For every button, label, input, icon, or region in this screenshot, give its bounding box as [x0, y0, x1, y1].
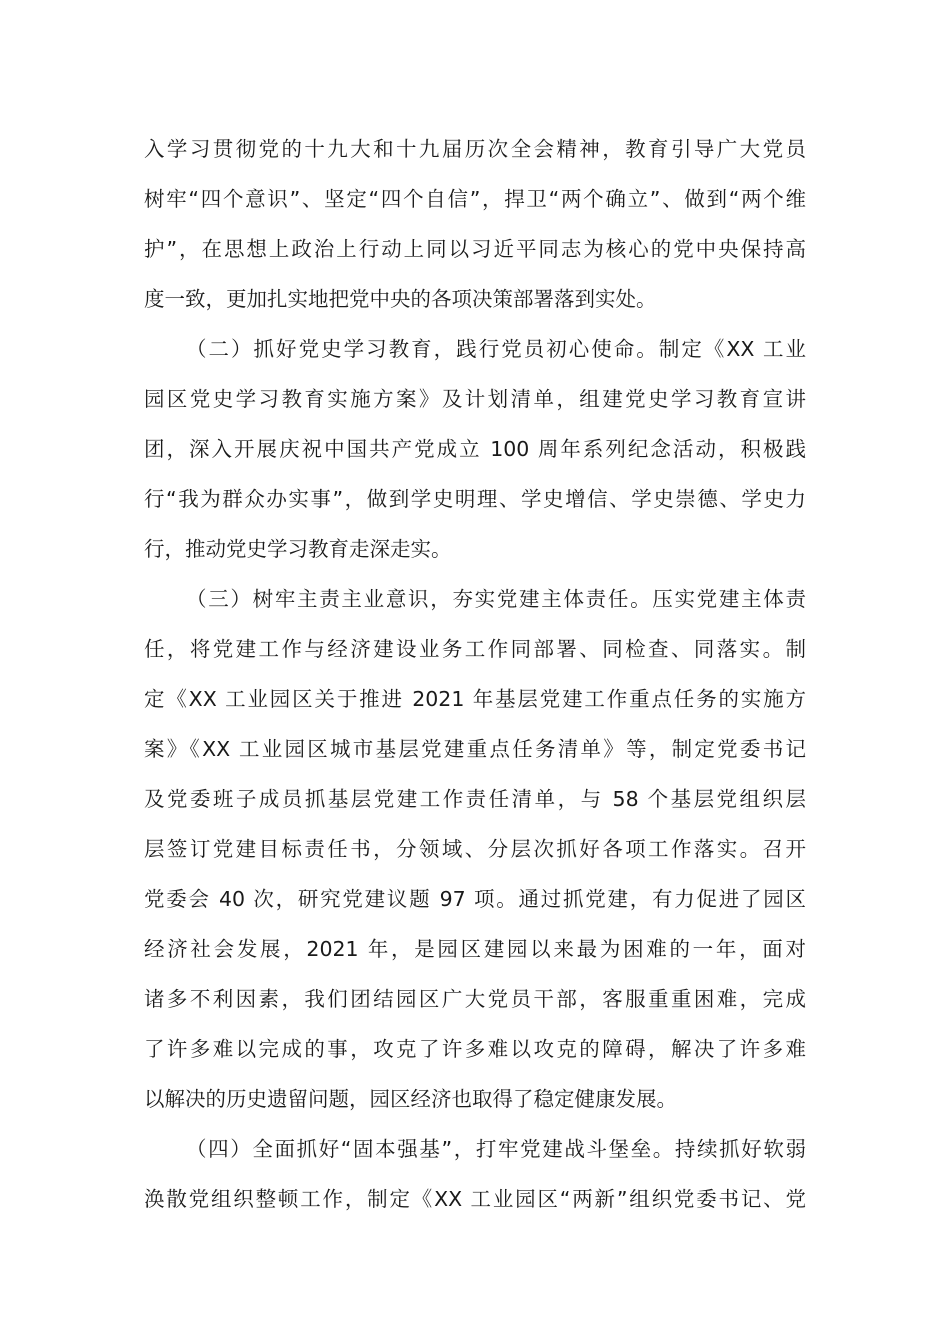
text-line: 园区党史学习教育实施方案》及计划清单，组建党史学习教育宣讲 — [144, 387, 806, 411]
text-line: 涣散党组织整顿工作，制定《XX 工业园区“两新”组织党委书记、党 — [144, 1187, 806, 1211]
text-line: 案》《XX 工业园区城市基层党建重点任务清单》等，制定党委书记 — [144, 737, 806, 761]
text-line: 树牢“四个意识”、坚定“四个自信”，捍卫“两个确立”、做到“两个维 — [144, 187, 806, 211]
text-line: 了许多难以完成的事，攻克了许多难以攻克的障碍，解决了许多难 — [144, 1037, 806, 1061]
text-line: 党委会 40 次，研究党建议题 97 项。通过抓党建，有力促进了园区 — [144, 887, 806, 911]
text-line: 定《XX 工业园区关于推进 2021 年基层党建工作重点任务的实施方 — [144, 687, 806, 711]
paragraph-heading-line: （三）树牢主责主业意识，夯实党建主体责任。压实党建主体责 — [186, 587, 806, 611]
text-line: 行，推动党史学习教育走深走实。 — [144, 537, 452, 561]
paragraph-heading-line: （四）全面抓好“固本强基”，打牢党建战斗堡垒。持续抓好软弱 — [186, 1137, 806, 1161]
text-line: 入学习贯彻党的十九大和十九届历次全会精神，教育引导广大党员 — [144, 137, 806, 161]
text-line: 及党委班子成员抓基层党建工作责任清单，与 58 个基层党组织层 — [144, 787, 806, 811]
text-line: 任，将党建工作与经济建设业务工作同部署、同检查、同落实。制 — [144, 637, 806, 661]
text-line: 度一致，更加扎实地把党中央的各项决策部署落到实处。 — [144, 287, 657, 311]
text-line: 行“我为群众办实事”，做到学史明理、学史增信、学史崇德、学史力 — [144, 487, 806, 511]
text-line: 层签订党建目标责任书，分领域、分层次抓好各项工作落实。召开 — [144, 837, 806, 861]
text-line: 团，深入开展庆祝中国共产党成立 100 周年系列纪念活动，积极践 — [144, 437, 806, 461]
text-line: 诸多不利因素，我们团结园区广大党员干部，客服重重困难，完成 — [144, 987, 806, 1011]
paragraph-heading-line: （二）抓好党史学习教育，践行党员初心使命。制定《XX 工业 — [186, 337, 806, 361]
text-line: 以解决的历史遗留问题，园区经济也取得了稳定健康发展。 — [144, 1087, 677, 1111]
text-line: 护”，在思想上政治上行动上同以习近平同志为核心的党中央保持高 — [144, 237, 806, 261]
text-line: 经济社会发展，2021 年，是园区建园以来最为困难的一年，面对 — [144, 937, 806, 961]
